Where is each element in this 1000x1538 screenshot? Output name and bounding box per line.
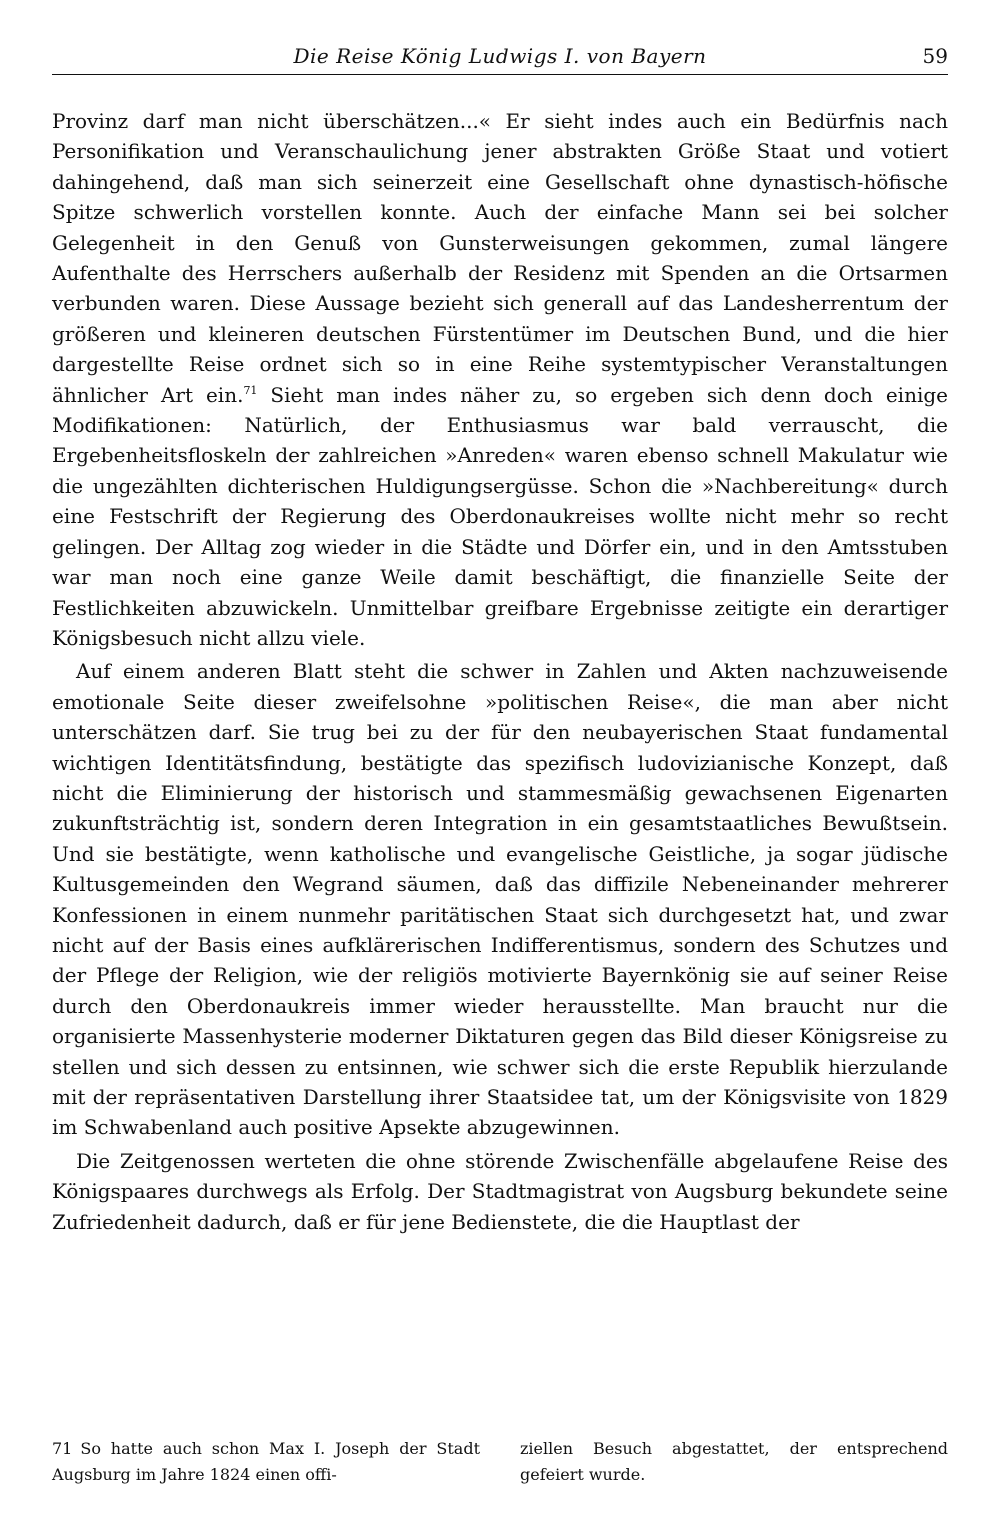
- footnote-column-2: [520, 1436, 948, 1488]
- footnote-column-1: [52, 1436, 480, 1488]
- paragraph-1-text-b: Sieht man indes näher zu, so ergeben sich denn doch einige Modifikationen: Natürlich, der Enthusiasmus war bald verrauscht, die Ergebenheitsfloskeln der zahlreichen »Anreden« waren ebenso schnell Makulatur wie die ungezählten dichterischen Huldigungsergüsse. Schon die »Nachbereitung« durch eine Festschrift der Regierung des Oberdonaukreises wollte nicht mehr so recht gelingen. Der Alltag zog wieder in die Städte und Dörfer ein, und in den Amtsstuben war man noch eine ganze Weile damit beschäftigt, die finanzielle Seite der Festlichkeiten abzuwickeln. Unmittelbar greifbare Ergebnisse zeitigte ein derartiger Königsbesuch nicht allzu viele.: [52, 382, 948, 650]
- body-text: [52, 106, 948, 1237]
- footnote-text-1: So hatte auch schon Max I. Joseph der Stadt Augsburg im Jahre 1824 einen offi-: [52, 1439, 480, 1484]
- paragraph-2: Auf einem anderen Blatt steht die schwer in Zahlen und Akten nachzuweisende emotionale Seite dieser zweifelsohne »politischen Reise«, die man aber nicht unterschätzen darf. Sie trug bei zu der für den neubayerischen Staat fundamental wichtigen Identitätsfindung, bestätigte das spezifisch ludovizianische Konzept, daß nicht die Eliminierung der historisch und stammesmäßig gewachsenen Eigenarten zukunftsträchtig ist, sondern deren Integration in ein gesamtstaatliches Bewußtsein. Und sie bestätigte, wenn katholische und evangelische Geistliche, ja sogar jüdische Kultusgemeinden den Wegrand säumen, daß das diffizile Nebeneinander mehrerer Konfessionen in einem nunmehr paritätischen Staat sich durchgesetzt hat, und zwar nicht auf der Basis eines aufklärerischen Indifferentismus, sondern des Schutzes und der Pflege der Religion, wie der religiös motivierte Bayernkönig sie auf seiner Reise durch den Oberdonaukreis immer wieder herausstellte. Man braucht nur die organisierte Massenhysterie moderner Diktaturen gegen das Bild dieser Königsreise zu stellen und sich dessen zu entsinnen, wie schwer sich die erste Republik hierzulande mit der repräsentativen Darstellung ihrer Staatsidee tat, um der Königsvisite von 1829 im Schwabenland auch positive Apsekte abzugewinnen.: [52, 659, 948, 1140]
- running-head: [52, 40, 948, 75]
- footnote-number: 71: [52, 1439, 73, 1458]
- paragraph-1-text-a: Provinz darf man nicht überschätzen...« Er sieht indes auch ein Bedürfnis nach Personifikation und Veranschaulichung jener abstrakten Größe Staat und votiert dahingehend, daß man sich seinerzeit eine Gesellschaft ohne dynastisch-höfische Spitze schwerlich vorstellen konnte. Auch der einfache Mann sei bei solcher Gelegenheit in den Genuß von Gunsterweisungen gekommen, zumal längere Aufenthalte des Herrschers außerhalb der Residenz mit Spenden an die Ortsarmen verbunden waren. Diese Aussage bezieht sich generall auf das Landesherrentum der größeren und kleineren deutschen Fürstentümer im Deutschen Bund, und die hier dargestellte Reise ordnet sich so in eine Reihe systemtypischer Veranstaltungen ähnlicher Art ein.: [52, 109, 948, 407]
- paragraph-3: Die Zeitgenossen werteten die ohne störende Zwischenfälle abgelaufene Reise des Königspaares durchwegs als Erfolg. Der Stadtmagistrat von Augsburg bekundete seine Zufriedenheit dadurch, daß er für jene Bedienstete, die die Hauptlast der: [52, 1148, 948, 1234]
- running-title: Die Reise König Ludwigs I. von Bayern: [293, 44, 707, 68]
- paragraph-1: [52, 106, 948, 653]
- footnote-text-2: ziellen Besuch abgestattet, der entsprechend gefeiert wurde.: [520, 1439, 948, 1484]
- page-number: 59: [922, 44, 948, 68]
- footnotes: [52, 1436, 948, 1488]
- footnote-reference: 71: [243, 383, 258, 397]
